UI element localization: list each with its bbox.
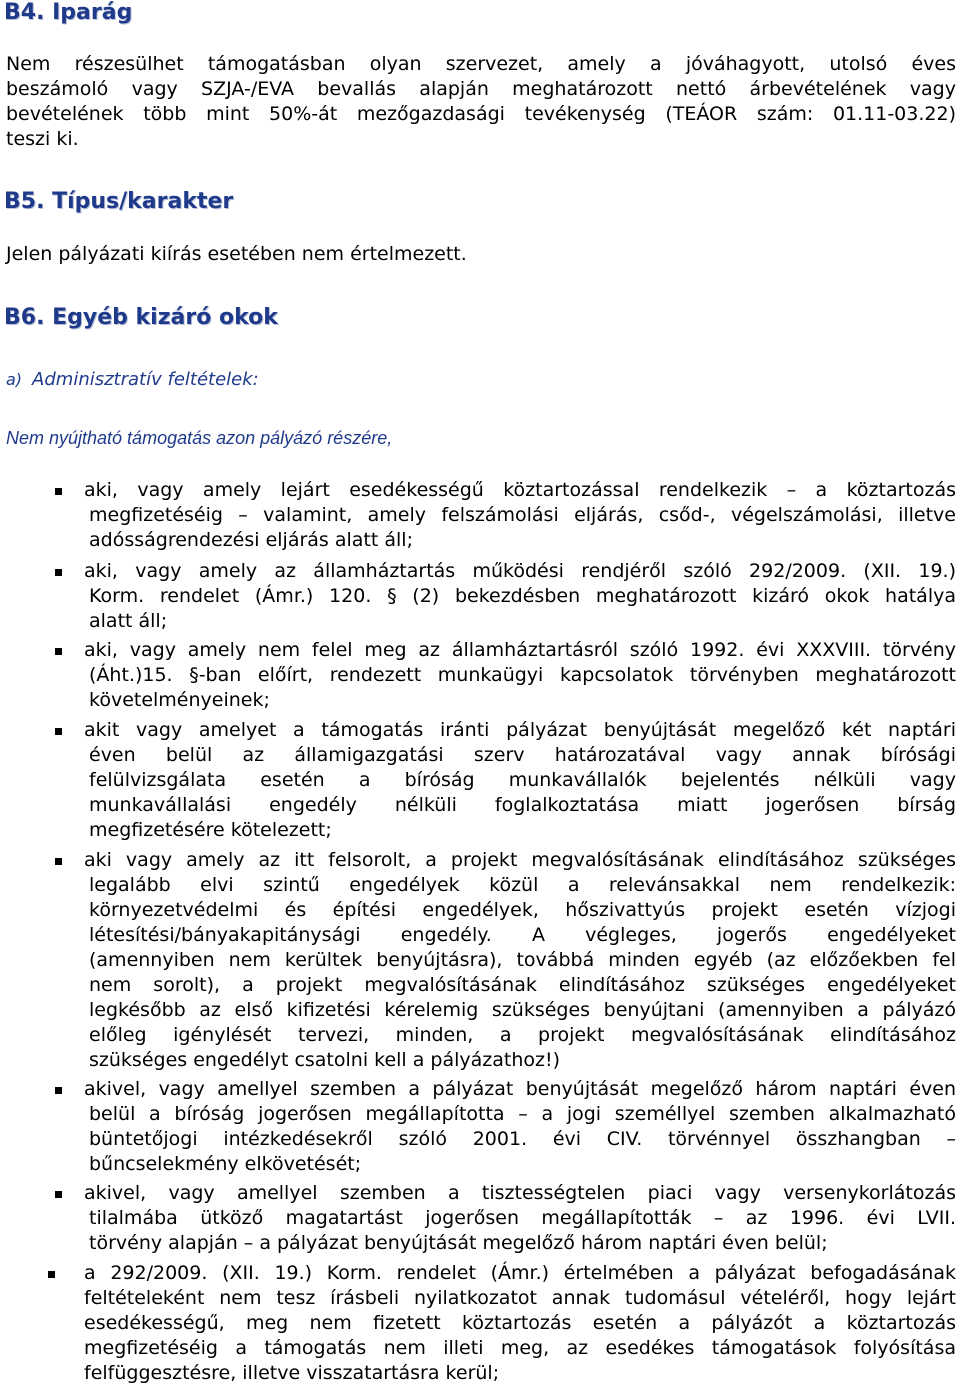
list-item-line: bűncselekmény elkövetését; xyxy=(89,1153,362,1175)
paragraph-line: beszámoló vagy SZJA-/EVA bevallás alapján meghatározott nettó árbevételének vagy xyxy=(6,78,956,100)
paragraph-line: bevételének több mint 50%-át mezőgazdasági tevékenység (TEÁOR szám: 01.11-03.22) xyxy=(6,103,956,125)
paragraph-line: teszi ki. xyxy=(6,128,79,150)
list-item-text xyxy=(84,559,956,634)
section-heading-b5: B5. Típus/karakter xyxy=(4,189,234,214)
list-item-line: belül a bíróság jogerősen megállapította – a jogi személlyel szemben alkalmazható xyxy=(89,1103,956,1125)
list-item-line: a 292/2009. (XII. 19.) Korm. rendelet (Ámr.) értelmében a pályázat befogadásának xyxy=(84,1262,956,1284)
list-item-line: akivel, vagy amellyel szemben a tisztességtelen piaci vagy versenykorlátozás xyxy=(84,1182,956,1204)
list-item-line: akivel, vagy amellyel szemben a pályázat benyújtását megelőző három naptári éven xyxy=(84,1078,956,1100)
list-item-line: megfizetésére kötelezett; xyxy=(89,819,332,841)
list-item-line: létesítési/bányakapitánysági engedély. A végleges, jogerős engedélyeket xyxy=(89,924,956,946)
list-item-line: esedékességű, meg nem fizetett köztartozás esetén a pályázót a köztartozás xyxy=(84,1312,956,1334)
list-item-text xyxy=(84,848,956,1073)
list-item-line: aki, vagy amely lejárt esedékességű köztartozással rendelkezik – a köztartozás xyxy=(84,479,956,501)
list-item-line: Korm. rendelet (Ámr.) 120. § (2) bekezdésben meghatározott kizáró okok hatálya xyxy=(89,585,956,607)
list-item-line: megfizetéséig – valamint, amely felszámolási eljárás, csőd-, végelszámolási, illetve xyxy=(89,504,956,526)
list-item-line: (amennyiben nem kerültek benyújtásra), továbbá minden egyéb (az előzőekben fel xyxy=(89,949,956,971)
subsection-heading xyxy=(6,369,259,390)
bullet-icon xyxy=(55,1191,62,1198)
paragraph-b5: Jelen pályázati kiírás esetében nem értelmezett. xyxy=(6,243,467,265)
list-item-text xyxy=(84,478,956,553)
list-item-line: legkésőbb az első kifizetési kérelemig szükséges benyújtani (amennyiben a pályázó xyxy=(89,999,956,1021)
list-item-text xyxy=(84,1077,956,1177)
list-item-line: alatt áll; xyxy=(89,610,168,632)
subsection-title: Adminisztratív feltételek: xyxy=(32,369,259,390)
subsection-letter: a) xyxy=(6,370,23,389)
list-item-line: környezetvédelmi és építési engedélyek, hőszivattyús projekt esetén vízjogi xyxy=(89,899,956,921)
list-item-line: aki vagy amely az itt felsorolt, a projekt megvalósításának elindításához szükséges xyxy=(84,849,956,871)
list-item-text xyxy=(84,1181,956,1256)
list-item-line: akit vagy amelyet a támogatás iránti pályázat benyújtását megelőző két naptári xyxy=(84,719,956,741)
list-item-line: megfizetéséig a támogatás nem illeti meg, az esedékes támogatások folyósítása xyxy=(84,1337,956,1359)
list-item-line: aki, vagy amely nem felel meg az államháztartásról szóló 1992. évi XXXVIII. törvény xyxy=(84,639,956,661)
list-intro: Nem nyújtható támogatás azon pályázó részére, xyxy=(6,428,393,448)
section-heading-b6: B6. Egyéb kizáró okok xyxy=(4,305,278,330)
list-item-line: feltételeként nem tesz írásbeli nyilatkozatot annak tudomásul vételéről, hogy lejárt xyxy=(84,1287,956,1309)
section-heading-b4: B4. Iparág xyxy=(4,0,133,25)
list-item-line: előleg igénylését tervezi, minden, a projekt megvalósításának elindításához xyxy=(89,1024,956,1046)
list-item-line: munkavállalási engedély nélküli foglalkoztatása miatt jogerősen bírság xyxy=(89,794,956,816)
list-item-line: követelményeinek; xyxy=(89,689,270,711)
paragraph-b4 xyxy=(6,52,956,152)
bullet-icon xyxy=(55,648,62,655)
list-item-line: éven belül az államigazgatási szerv határozatával vagy annak bírósági xyxy=(89,744,956,766)
list-item-line: adósságrendezési eljárás alatt áll; xyxy=(89,529,413,551)
list-item-line: legalább elvi szintű engedélyek közül a relevánsakkal nem rendelkezik: xyxy=(89,874,956,896)
paragraph-line: Nem részesülhet támogatásban olyan szervezet, amely a jóváhagyott, utolsó éves xyxy=(6,53,956,75)
list-item-text xyxy=(84,638,956,713)
bullet-icon xyxy=(55,1087,62,1094)
bullet-icon xyxy=(55,488,62,495)
bullet-icon xyxy=(55,728,62,735)
list-item-text xyxy=(84,718,956,843)
list-item-line: nem sorolt), a projekt megvalósításának elindításához szükséges engedélyeket xyxy=(89,974,956,996)
list-item-line: tilalmába ütköző magatartást jogerősen megállapították – az 1996. évi LVII. xyxy=(89,1207,956,1229)
list-item-line: (Áht.)15. §-ban előírt, rendezett munkaügyi kapcsolatok törvényben meghatározott xyxy=(89,664,956,686)
bullet-icon xyxy=(48,1271,55,1278)
list-item-line: felülvizsgálata esetén a bíróság munkavállalók bejelentés nélküli vagy xyxy=(89,769,956,791)
list-item-line: aki, vagy amely az államháztartás működési rendjéről szóló 292/2009. (XII. 19.) xyxy=(84,560,956,582)
bullet-icon xyxy=(55,569,62,576)
list-item-line: törvény alapján – a pályázat benyújtását megelőző három naptári éven belül; xyxy=(89,1232,828,1254)
list-item-text xyxy=(84,1261,956,1386)
list-item-line: büntetőjogi intézkedésekről szóló 2001. évi CIV. törvénnyel összhangban – xyxy=(89,1128,956,1150)
list-item-line: felfüggesztésre, illetve visszatartásra kerül; xyxy=(84,1362,500,1384)
bullet-icon xyxy=(55,858,62,865)
list-item-line: szükséges engedélyt csatolni kell a pályázathoz!) xyxy=(89,1049,561,1071)
